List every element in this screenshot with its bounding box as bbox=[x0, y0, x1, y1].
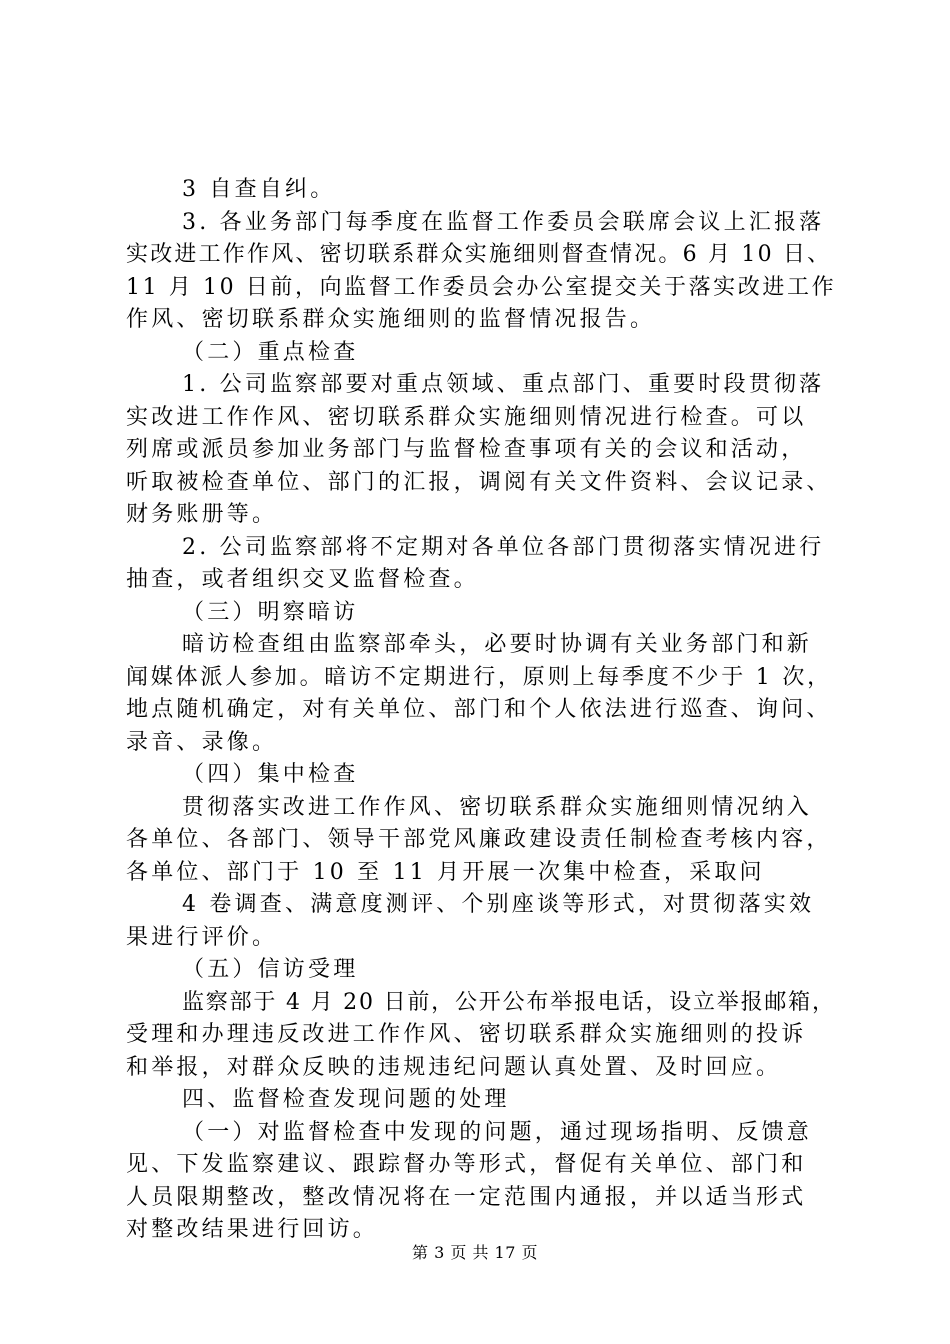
text-line: 录音、录像。 bbox=[126, 729, 278, 755]
text-line: 1. 公司监察部要对重点领域、重点部门、重要时段贯彻落 bbox=[182, 372, 825, 397]
document-body bbox=[126, 174, 836, 1247]
text-line: （四）集中检查 bbox=[182, 762, 359, 787]
text-line: 听取被检查单位、部门的汇报，调阅有关文件资料、会议记录、 bbox=[126, 469, 832, 495]
text-line: 作风、密切联系群众实施细则的监督情况报告。 bbox=[126, 307, 656, 332]
text-line: 实改进工作作风、密切联系群众实施细则督查情况。6 月 10 日、 bbox=[126, 242, 832, 267]
text-line: 各单位、各部门、领导干部党风廉政建设责任制检查考核内容， bbox=[126, 827, 832, 852]
text-line: 4 卷调查、满意度测评、个别座谈等形式，对贯彻落实效 bbox=[182, 892, 815, 917]
text-line: 见、下发监察建议、跟踪督办等形式，督促有关单位、部门和 bbox=[126, 1152, 807, 1177]
text-line: 暗访检查组由监察部牵头，必要时协调有关业务部门和新 bbox=[182, 632, 813, 657]
text-line: 2. 公司监察部将不定期对各单位各部门贯彻落实情况进行 bbox=[182, 534, 825, 560]
text-line: 和举报，对群众反映的违规违纪问题认真处置、及时回应。 bbox=[126, 1054, 782, 1080]
text-line: 实改进工作作风、密切联系群众实施细则情况进行检查。可以 bbox=[126, 404, 807, 430]
text-line: 列席或派员参加业务部门与监督检查事项有关的会议和活动， bbox=[126, 437, 807, 462]
text-line: 果进行评价。 bbox=[126, 924, 278, 950]
text-line: 3. 各业务部门每季度在监督工作委员会联席会议上汇报落 bbox=[182, 209, 825, 235]
text-line: （五）信访受理 bbox=[182, 957, 359, 982]
text-line: 闻媒体派人参加。暗访不定期进行，原则上每季度不少于 1 次， bbox=[126, 664, 832, 690]
text-line: 地点随机确定，对有关单位、部门和个人依法进行巡查、询问、 bbox=[126, 697, 832, 722]
text-line: 11 月 10 日前，向监督工作委员会办公室提交关于落实改进工作 bbox=[126, 274, 837, 300]
text-line: （三）明察暗访 bbox=[182, 599, 359, 625]
text-line: 监察部于 4 月 20 日前，公开公布举报电话，设立举报邮箱， bbox=[182, 989, 836, 1015]
text-line: （一）对监督检查中发现的问题，通过现场指明、反馈意 bbox=[182, 1119, 813, 1145]
text-line: 抽查，或者组织交叉监督检查。 bbox=[126, 567, 479, 592]
text-line: 各单位、部门于 10 至 11 月开展一次集中检查，采取问 bbox=[126, 859, 765, 885]
text-line: 财务账册等。 bbox=[126, 502, 278, 527]
text-line: （二）重点检查 bbox=[182, 339, 359, 365]
text-line: 人员限期整改，整改情况将在一定范围内通报，并以适当形式 bbox=[126, 1184, 807, 1210]
page-footer: 第 3 页 共 17 页 bbox=[412, 1243, 538, 1262]
text-line: 四、监督检查发现问题的处理 bbox=[182, 1087, 510, 1112]
text-line: 贯彻落实改进工作作风、密切联系群众实施细则情况纳入 bbox=[182, 794, 813, 820]
text-line: 对整改结果进行回访。 bbox=[126, 1217, 379, 1242]
text-line: 受理和办理违反改进工作作风、密切联系群众实施细则的投诉 bbox=[126, 1022, 807, 1047]
text-line: 3 自查自纠。 bbox=[182, 177, 336, 202]
